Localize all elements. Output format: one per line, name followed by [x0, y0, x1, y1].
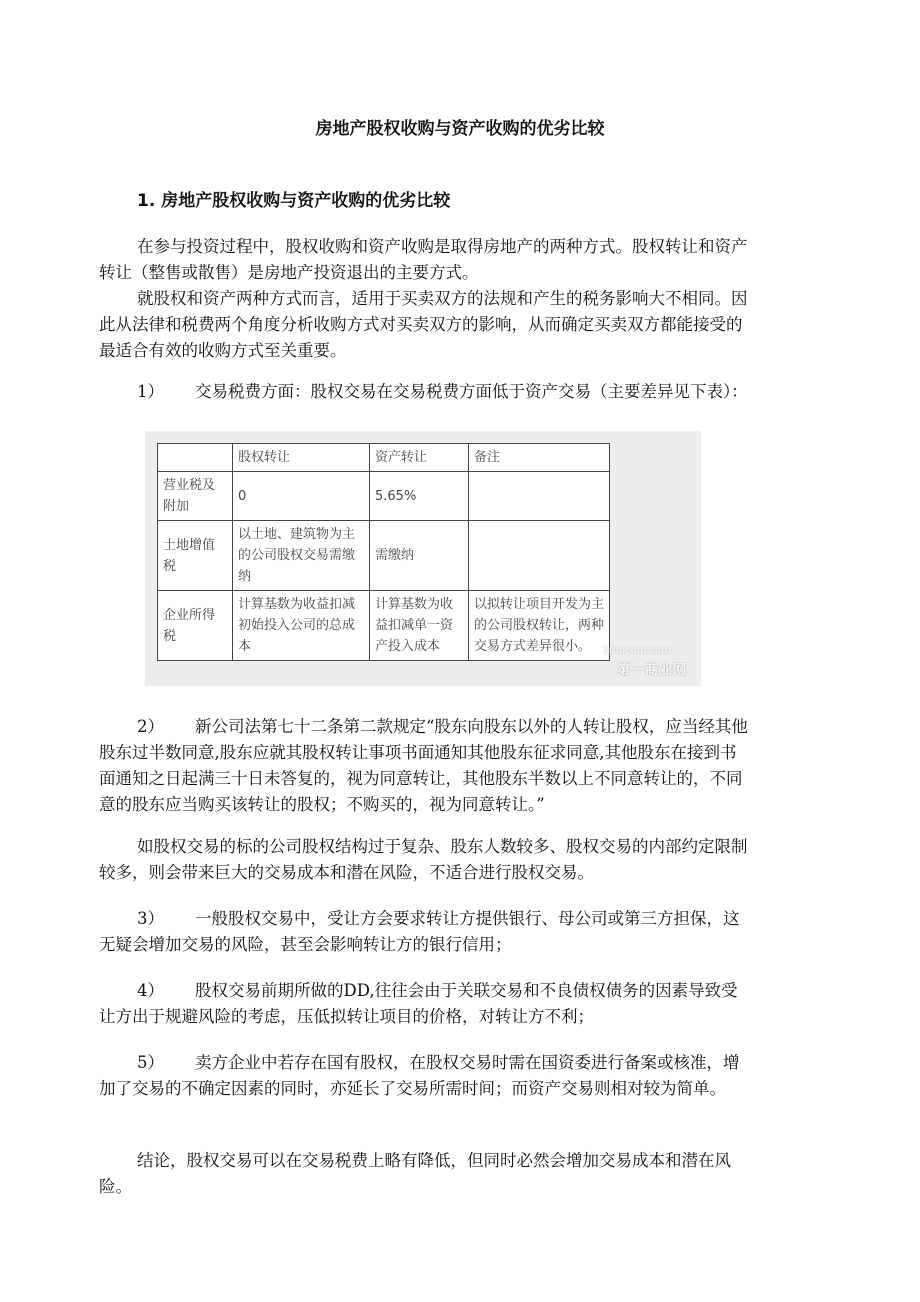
table-row: [158, 521, 610, 591]
list-item-2: [99, 714, 749, 818]
table-row: [158, 591, 610, 661]
table-header-cell: 股权转让: [233, 444, 370, 472]
list-number: 2）: [137, 717, 164, 736]
table-cell: 5.65%: [370, 472, 469, 521]
list-item-3: [99, 906, 749, 958]
list-item-5: [99, 1050, 749, 1102]
table-row-label: 土地增值税: [158, 521, 233, 591]
table-cell: 需缴纳: [370, 521, 469, 591]
list-text: 卖方企业中若存在国有股权，在股权交易时需在国资委进行备案或核准，增加了交易的不确定因素的同时，亦延长了交易所需时间；而资产交易则相对较为简单。: [99, 1053, 740, 1098]
list-number: 1）: [137, 382, 164, 401]
list-number: 3）: [137, 909, 164, 928]
list-text: 一般股权交易中，受让方会要求转让方提供银行、母公司或第三方担保，这无疑会增加交易的风险，甚至会影响转让方的银行信用；: [99, 909, 740, 954]
list-item-1: [99, 379, 749, 405]
table-cell: 以拟转让项目开发为主的公司股权转让，两种交易方式差异很小。: [469, 591, 610, 661]
table-header-cell: [158, 444, 233, 472]
tax-comparison-table-figure: [145, 431, 701, 686]
intro-paragraph-2: 就股权和资产两种方式而言，适用于买卖双方的法规和产生的税务影响大不相同。因此从法律和税费两个角度分析收购方式对买卖双方的影响，从而确定买卖双方都能接受的最适合有效的收购方式至关重要。: [99, 289, 748, 360]
table-cell: 以土地、建筑物为主的公司股权交易需缴纳: [233, 521, 370, 591]
table-header-cell: 备注: [469, 444, 610, 472]
list-text: 交易税费方面：股权交易在交易税费方面低于资产交易（主要差异见下表）：: [195, 382, 748, 401]
list-text: 新公司法第七十二条第二款规定“股东向股东以外的人转让股权，应当经其他股东过半数同意,股东应就其股权转让事项书面通知其他股东征求同意,其他股东在接到书面通知之日起满三十日未答复的，视为同意转让，其他股东半数以上不同意转让的，不同意的股东应当购买该转让的股权；不购买的，视为同意转让。”: [99, 717, 748, 814]
table-row-label: 营业税及附加: [158, 472, 233, 521]
watermark-url: 1mpcom.com: [602, 645, 671, 656]
table-header-cell: 资产转让: [370, 444, 469, 472]
list-text: 股权交易前期所做的DD,往往会由于关联交易和不良债权债务的因素导致受让方出于规避风险的考虑，压低拟转让项目的价格，对转让方不利；: [99, 981, 738, 1026]
document-title: 房地产股权收购与资产收购的优劣比较: [315, 119, 605, 139]
list-item-4: [99, 978, 749, 1030]
table-cell: [469, 521, 610, 591]
table-cell: 0: [233, 472, 370, 521]
table-cell: 计算基数为收益扣减单一资产投入成本: [370, 591, 469, 661]
tax-comparison-table: [157, 443, 610, 661]
intro-paragraph-1: 在参与投资过程中，股权收购和资产收购是取得房地产的两种方式。股权转让和资产转让（整售或散售）是房地产投资退出的主要方式。: [99, 237, 748, 282]
list-number: 4）: [137, 981, 164, 1000]
table-row-label: 企业所得税: [158, 591, 233, 661]
watermark: 第一商业网: [616, 663, 687, 678]
table-cell: [469, 472, 610, 521]
table-header-row: [158, 444, 610, 472]
section-heading: 1. 房地产股权收购与资产收购的优劣比较: [137, 191, 451, 211]
list-number: 5）: [137, 1053, 164, 1072]
table-cell: 计算基数为收益扣减初始投入公司的总成本: [233, 591, 370, 661]
list-item-2-note: 如股权交易的标的公司股权结构过于复杂、股东人数较多、股权交易的内部约定限制较多，则会带来巨大的交易成本和潜在风险，不适合进行股权交易。: [99, 837, 748, 882]
table-row: [158, 472, 610, 521]
conclusion-paragraph: 结论，股权交易可以在交易税费上略有降低，但同时必然会增加交易成本和潜在风险。: [99, 1151, 731, 1196]
